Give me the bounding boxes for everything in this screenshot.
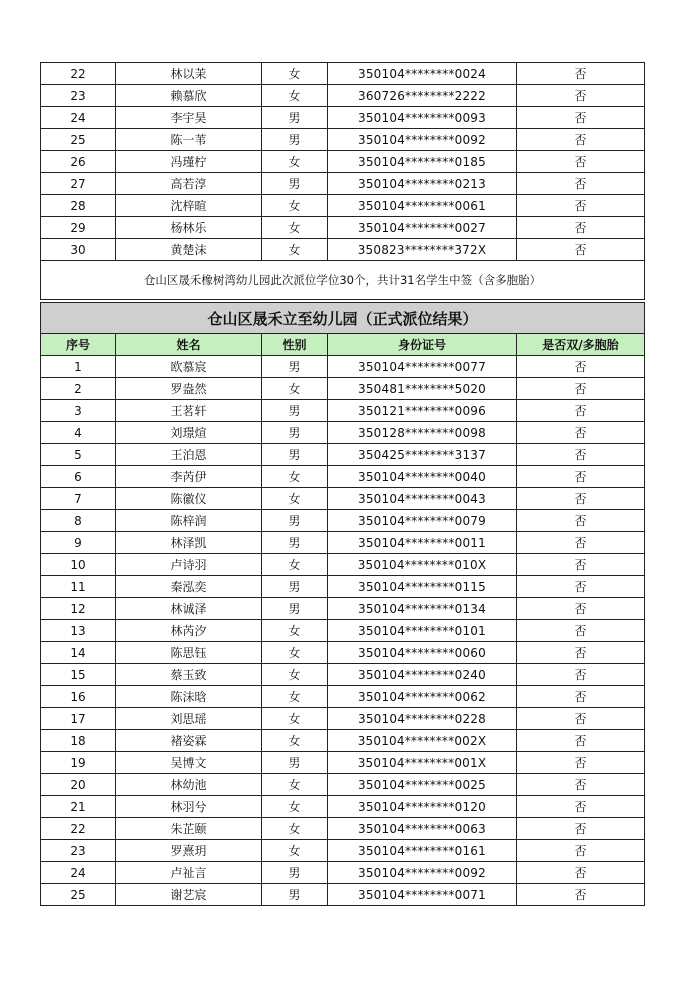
cell-gender: 男 xyxy=(262,173,328,195)
cell-twins: 否 xyxy=(517,173,645,195)
cell-twins: 否 xyxy=(517,686,645,708)
cell-twins: 否 xyxy=(517,378,645,400)
cell-twins: 否 xyxy=(517,642,645,664)
kindergarten-title: 仓山区晟禾立至幼儿园（正式派位结果） xyxy=(41,303,645,334)
cell-index: 5 xyxy=(41,444,116,466)
cell-index: 21 xyxy=(41,796,116,818)
cell-gender: 男 xyxy=(262,356,328,378)
title-row xyxy=(41,303,645,334)
cell-gender: 女 xyxy=(262,151,328,173)
cell-twins: 否 xyxy=(517,862,645,884)
cell-twins: 否 xyxy=(517,129,645,151)
cell-twins: 否 xyxy=(517,730,645,752)
cell-index: 17 xyxy=(41,708,116,730)
table-row xyxy=(41,217,645,239)
cell-index: 26 xyxy=(41,151,116,173)
cell-index: 15 xyxy=(41,664,116,686)
cell-name: 陈思钰 xyxy=(116,642,262,664)
cell-twins: 否 xyxy=(517,554,645,576)
cell-id-number: 350104********0240 xyxy=(328,664,517,686)
table-row xyxy=(41,642,645,664)
cell-gender: 女 xyxy=(262,730,328,752)
table-row xyxy=(41,840,645,862)
placement-rows xyxy=(41,356,645,906)
cell-gender: 女 xyxy=(262,195,328,217)
cell-gender: 女 xyxy=(262,620,328,642)
table-row xyxy=(41,576,645,598)
table-row xyxy=(41,239,645,261)
cell-gender: 女 xyxy=(262,466,328,488)
cell-name: 欧慕宸 xyxy=(116,356,262,378)
cell-name: 陈徽仪 xyxy=(116,488,262,510)
cell-id-number: 350104********001X xyxy=(328,752,517,774)
cell-twins: 否 xyxy=(517,356,645,378)
cell-index: 19 xyxy=(41,752,116,774)
cell-twins: 否 xyxy=(517,774,645,796)
cell-gender: 女 xyxy=(262,488,328,510)
cell-id-number: 350425********3137 xyxy=(328,444,517,466)
table-row xyxy=(41,173,645,195)
cell-gender: 女 xyxy=(262,217,328,239)
cell-name: 冯瑾柠 xyxy=(116,151,262,173)
cell-gender: 男 xyxy=(262,422,328,444)
table-row xyxy=(41,664,645,686)
cell-id-number: 350104********0063 xyxy=(328,818,517,840)
cell-name: 林芮汐 xyxy=(116,620,262,642)
cell-name: 李宇昊 xyxy=(116,107,262,129)
cell-twins: 否 xyxy=(517,752,645,774)
cell-twins: 否 xyxy=(517,884,645,906)
table-row xyxy=(41,554,645,576)
cell-gender: 女 xyxy=(262,85,328,107)
cell-id-number: 350104********0093 xyxy=(328,107,517,129)
cell-id-number: 350104********0024 xyxy=(328,63,517,85)
cell-gender: 男 xyxy=(262,576,328,598)
cell-id-number: 350104********0043 xyxy=(328,488,517,510)
cell-twins: 否 xyxy=(517,63,645,85)
cell-name: 高若淳 xyxy=(116,173,262,195)
cell-gender: 男 xyxy=(262,752,328,774)
cell-twins: 否 xyxy=(517,796,645,818)
cell-gender: 女 xyxy=(262,554,328,576)
cell-name: 赖慕欣 xyxy=(116,85,262,107)
cell-gender: 女 xyxy=(262,840,328,862)
cell-gender: 男 xyxy=(262,862,328,884)
cell-name: 李芮伊 xyxy=(116,466,262,488)
cell-id-number: 350104********0092 xyxy=(328,862,517,884)
cell-gender: 男 xyxy=(262,532,328,554)
cell-gender: 男 xyxy=(262,598,328,620)
cell-name: 罗盎然 xyxy=(116,378,262,400)
previous-school-table-continuation xyxy=(40,62,645,300)
cell-name: 林诚泽 xyxy=(116,598,262,620)
cell-index: 10 xyxy=(41,554,116,576)
cell-name: 杨林乐 xyxy=(116,217,262,239)
cell-index: 14 xyxy=(41,642,116,664)
cell-name: 王泊恩 xyxy=(116,444,262,466)
cell-name: 罗熹玥 xyxy=(116,840,262,862)
cell-index: 25 xyxy=(41,884,116,906)
cell-twins: 否 xyxy=(517,620,645,642)
placement-summary: 仓山区晟禾橡树湾幼儿园此次派位学位30个，共计31名学生中签（含多胞胎） xyxy=(41,261,645,300)
cell-index: 3 xyxy=(41,400,116,422)
cell-twins: 否 xyxy=(517,466,645,488)
table-row xyxy=(41,63,645,85)
cell-gender: 男 xyxy=(262,510,328,532)
cell-twins: 否 xyxy=(517,708,645,730)
cell-twins: 否 xyxy=(517,85,645,107)
cell-index: 8 xyxy=(41,510,116,532)
cell-id-number: 350128********0098 xyxy=(328,422,517,444)
cell-id-number: 350104********0092 xyxy=(328,129,517,151)
cell-twins: 否 xyxy=(517,532,645,554)
cell-id-number: 350104********0120 xyxy=(328,796,517,818)
cell-name: 林泽凯 xyxy=(116,532,262,554)
cell-name: 黄楚沫 xyxy=(116,239,262,261)
table-row xyxy=(41,151,645,173)
table-row xyxy=(41,686,645,708)
cell-gender: 女 xyxy=(262,686,328,708)
cell-index: 18 xyxy=(41,730,116,752)
cell-id-number: 350104********002X xyxy=(328,730,517,752)
cell-index: 1 xyxy=(41,356,116,378)
cell-index: 20 xyxy=(41,774,116,796)
cell-id-number: 350104********0071 xyxy=(328,884,517,906)
cell-gender: 女 xyxy=(262,378,328,400)
cell-id-number: 350104********0228 xyxy=(328,708,517,730)
cell-gender: 女 xyxy=(262,818,328,840)
cell-name: 刘璟煊 xyxy=(116,422,262,444)
cell-index: 29 xyxy=(41,217,116,239)
cell-twins: 否 xyxy=(517,598,645,620)
cell-id-number: 350121********0096 xyxy=(328,400,517,422)
cell-name: 林以茉 xyxy=(116,63,262,85)
cell-twins: 否 xyxy=(517,576,645,598)
cell-gender: 男 xyxy=(262,107,328,129)
cell-id-number: 360726********2222 xyxy=(328,85,517,107)
cell-id-number: 350104********0079 xyxy=(328,510,517,532)
cell-name: 林幼池 xyxy=(116,774,262,796)
cell-id-number: 350104********0185 xyxy=(328,151,517,173)
cell-index: 27 xyxy=(41,173,116,195)
cell-gender: 男 xyxy=(262,444,328,466)
cell-index: 12 xyxy=(41,598,116,620)
cell-twins: 否 xyxy=(517,217,645,239)
table-row xyxy=(41,378,645,400)
cell-gender: 女 xyxy=(262,796,328,818)
cell-id-number: 350104********0062 xyxy=(328,686,517,708)
cell-twins: 否 xyxy=(517,400,645,422)
cell-gender: 男 xyxy=(262,129,328,151)
cell-id-number: 350104********0027 xyxy=(328,217,517,239)
cell-twins: 否 xyxy=(517,239,645,261)
cell-name: 蔡玉致 xyxy=(116,664,262,686)
table-row xyxy=(41,774,645,796)
cell-name: 陈沫晗 xyxy=(116,686,262,708)
cell-index: 13 xyxy=(41,620,116,642)
cell-id-number: 350104********0061 xyxy=(328,195,517,217)
cell-name: 王茗轩 xyxy=(116,400,262,422)
table-row xyxy=(41,488,645,510)
cell-index: 30 xyxy=(41,239,116,261)
cell-index: 24 xyxy=(41,862,116,884)
cell-name: 谢艺宸 xyxy=(116,884,262,906)
cell-gender: 女 xyxy=(262,664,328,686)
cell-id-number: 350104********0025 xyxy=(328,774,517,796)
table-row xyxy=(41,730,645,752)
cell-index: 24 xyxy=(41,107,116,129)
cell-twins: 否 xyxy=(517,664,645,686)
cell-gender: 女 xyxy=(262,63,328,85)
cell-name: 卢祉言 xyxy=(116,862,262,884)
table-row xyxy=(41,510,645,532)
header-index: 序号 xyxy=(41,334,116,356)
table-row xyxy=(41,796,645,818)
table-row xyxy=(41,818,645,840)
header-gender: 性别 xyxy=(262,334,328,356)
cell-index: 11 xyxy=(41,576,116,598)
table-row xyxy=(41,422,645,444)
header-id-number: 身份证号 xyxy=(328,334,517,356)
table-row xyxy=(41,862,645,884)
cell-gender: 男 xyxy=(262,400,328,422)
cell-id-number: 350823********372X xyxy=(328,239,517,261)
cell-index: 2 xyxy=(41,378,116,400)
cell-name: 沈梓暄 xyxy=(116,195,262,217)
table-row xyxy=(41,884,645,906)
cell-name: 陈一苇 xyxy=(116,129,262,151)
table-row xyxy=(41,620,645,642)
cell-index: 22 xyxy=(41,818,116,840)
cell-gender: 男 xyxy=(262,884,328,906)
cell-name: 吴博文 xyxy=(116,752,262,774)
cell-id-number: 350104********0077 xyxy=(328,356,517,378)
table-row xyxy=(41,400,645,422)
summary-row xyxy=(41,261,645,300)
table-row xyxy=(41,195,645,217)
placement-result-table xyxy=(40,302,645,906)
cell-id-number: 350104********0161 xyxy=(328,840,517,862)
cell-index: 16 xyxy=(41,686,116,708)
cell-gender: 女 xyxy=(262,642,328,664)
table-row xyxy=(41,356,645,378)
cell-name: 刘思瑶 xyxy=(116,708,262,730)
cell-name: 朱芷颐 xyxy=(116,818,262,840)
table-row xyxy=(41,466,645,488)
cell-id-number: 350481********5020 xyxy=(328,378,517,400)
cell-index: 28 xyxy=(41,195,116,217)
cell-index: 23 xyxy=(41,85,116,107)
table-row xyxy=(41,107,645,129)
cell-name: 陈梓润 xyxy=(116,510,262,532)
cell-index: 9 xyxy=(41,532,116,554)
table-row xyxy=(41,444,645,466)
cell-twins: 否 xyxy=(517,151,645,173)
cell-id-number: 350104********0011 xyxy=(328,532,517,554)
cell-id-number: 350104********010X xyxy=(328,554,517,576)
header-row xyxy=(41,334,645,356)
table-row xyxy=(41,598,645,620)
header-name: 姓名 xyxy=(116,334,262,356)
cell-gender: 女 xyxy=(262,774,328,796)
cell-twins: 否 xyxy=(517,422,645,444)
table-row xyxy=(41,129,645,151)
cell-index: 25 xyxy=(41,129,116,151)
table-row xyxy=(41,532,645,554)
cell-index: 7 xyxy=(41,488,116,510)
cell-index: 23 xyxy=(41,840,116,862)
cell-twins: 否 xyxy=(517,510,645,532)
cell-name: 卢诗羽 xyxy=(116,554,262,576)
cell-id-number: 350104********0115 xyxy=(328,576,517,598)
cell-index: 4 xyxy=(41,422,116,444)
cell-twins: 否 xyxy=(517,818,645,840)
cell-index: 6 xyxy=(41,466,116,488)
cell-gender: 女 xyxy=(262,239,328,261)
header-twins: 是否双/多胞胎 xyxy=(517,334,645,356)
cell-id-number: 350104********0101 xyxy=(328,620,517,642)
cell-twins: 否 xyxy=(517,195,645,217)
cell-name: 秦泓奕 xyxy=(116,576,262,598)
table-row xyxy=(41,85,645,107)
cell-name: 林羽兮 xyxy=(116,796,262,818)
table-row xyxy=(41,708,645,730)
cell-twins: 否 xyxy=(517,444,645,466)
cell-twins: 否 xyxy=(517,840,645,862)
cell-twins: 否 xyxy=(517,488,645,510)
cell-twins: 否 xyxy=(517,107,645,129)
cell-id-number: 350104********0134 xyxy=(328,598,517,620)
cell-id-number: 350104********0060 xyxy=(328,642,517,664)
previous-school-rows xyxy=(41,63,645,261)
cell-gender: 女 xyxy=(262,708,328,730)
cell-index: 22 xyxy=(41,63,116,85)
cell-id-number: 350104********0040 xyxy=(328,466,517,488)
cell-name: 褚姿霖 xyxy=(116,730,262,752)
table-row xyxy=(41,752,645,774)
cell-id-number: 350104********0213 xyxy=(328,173,517,195)
